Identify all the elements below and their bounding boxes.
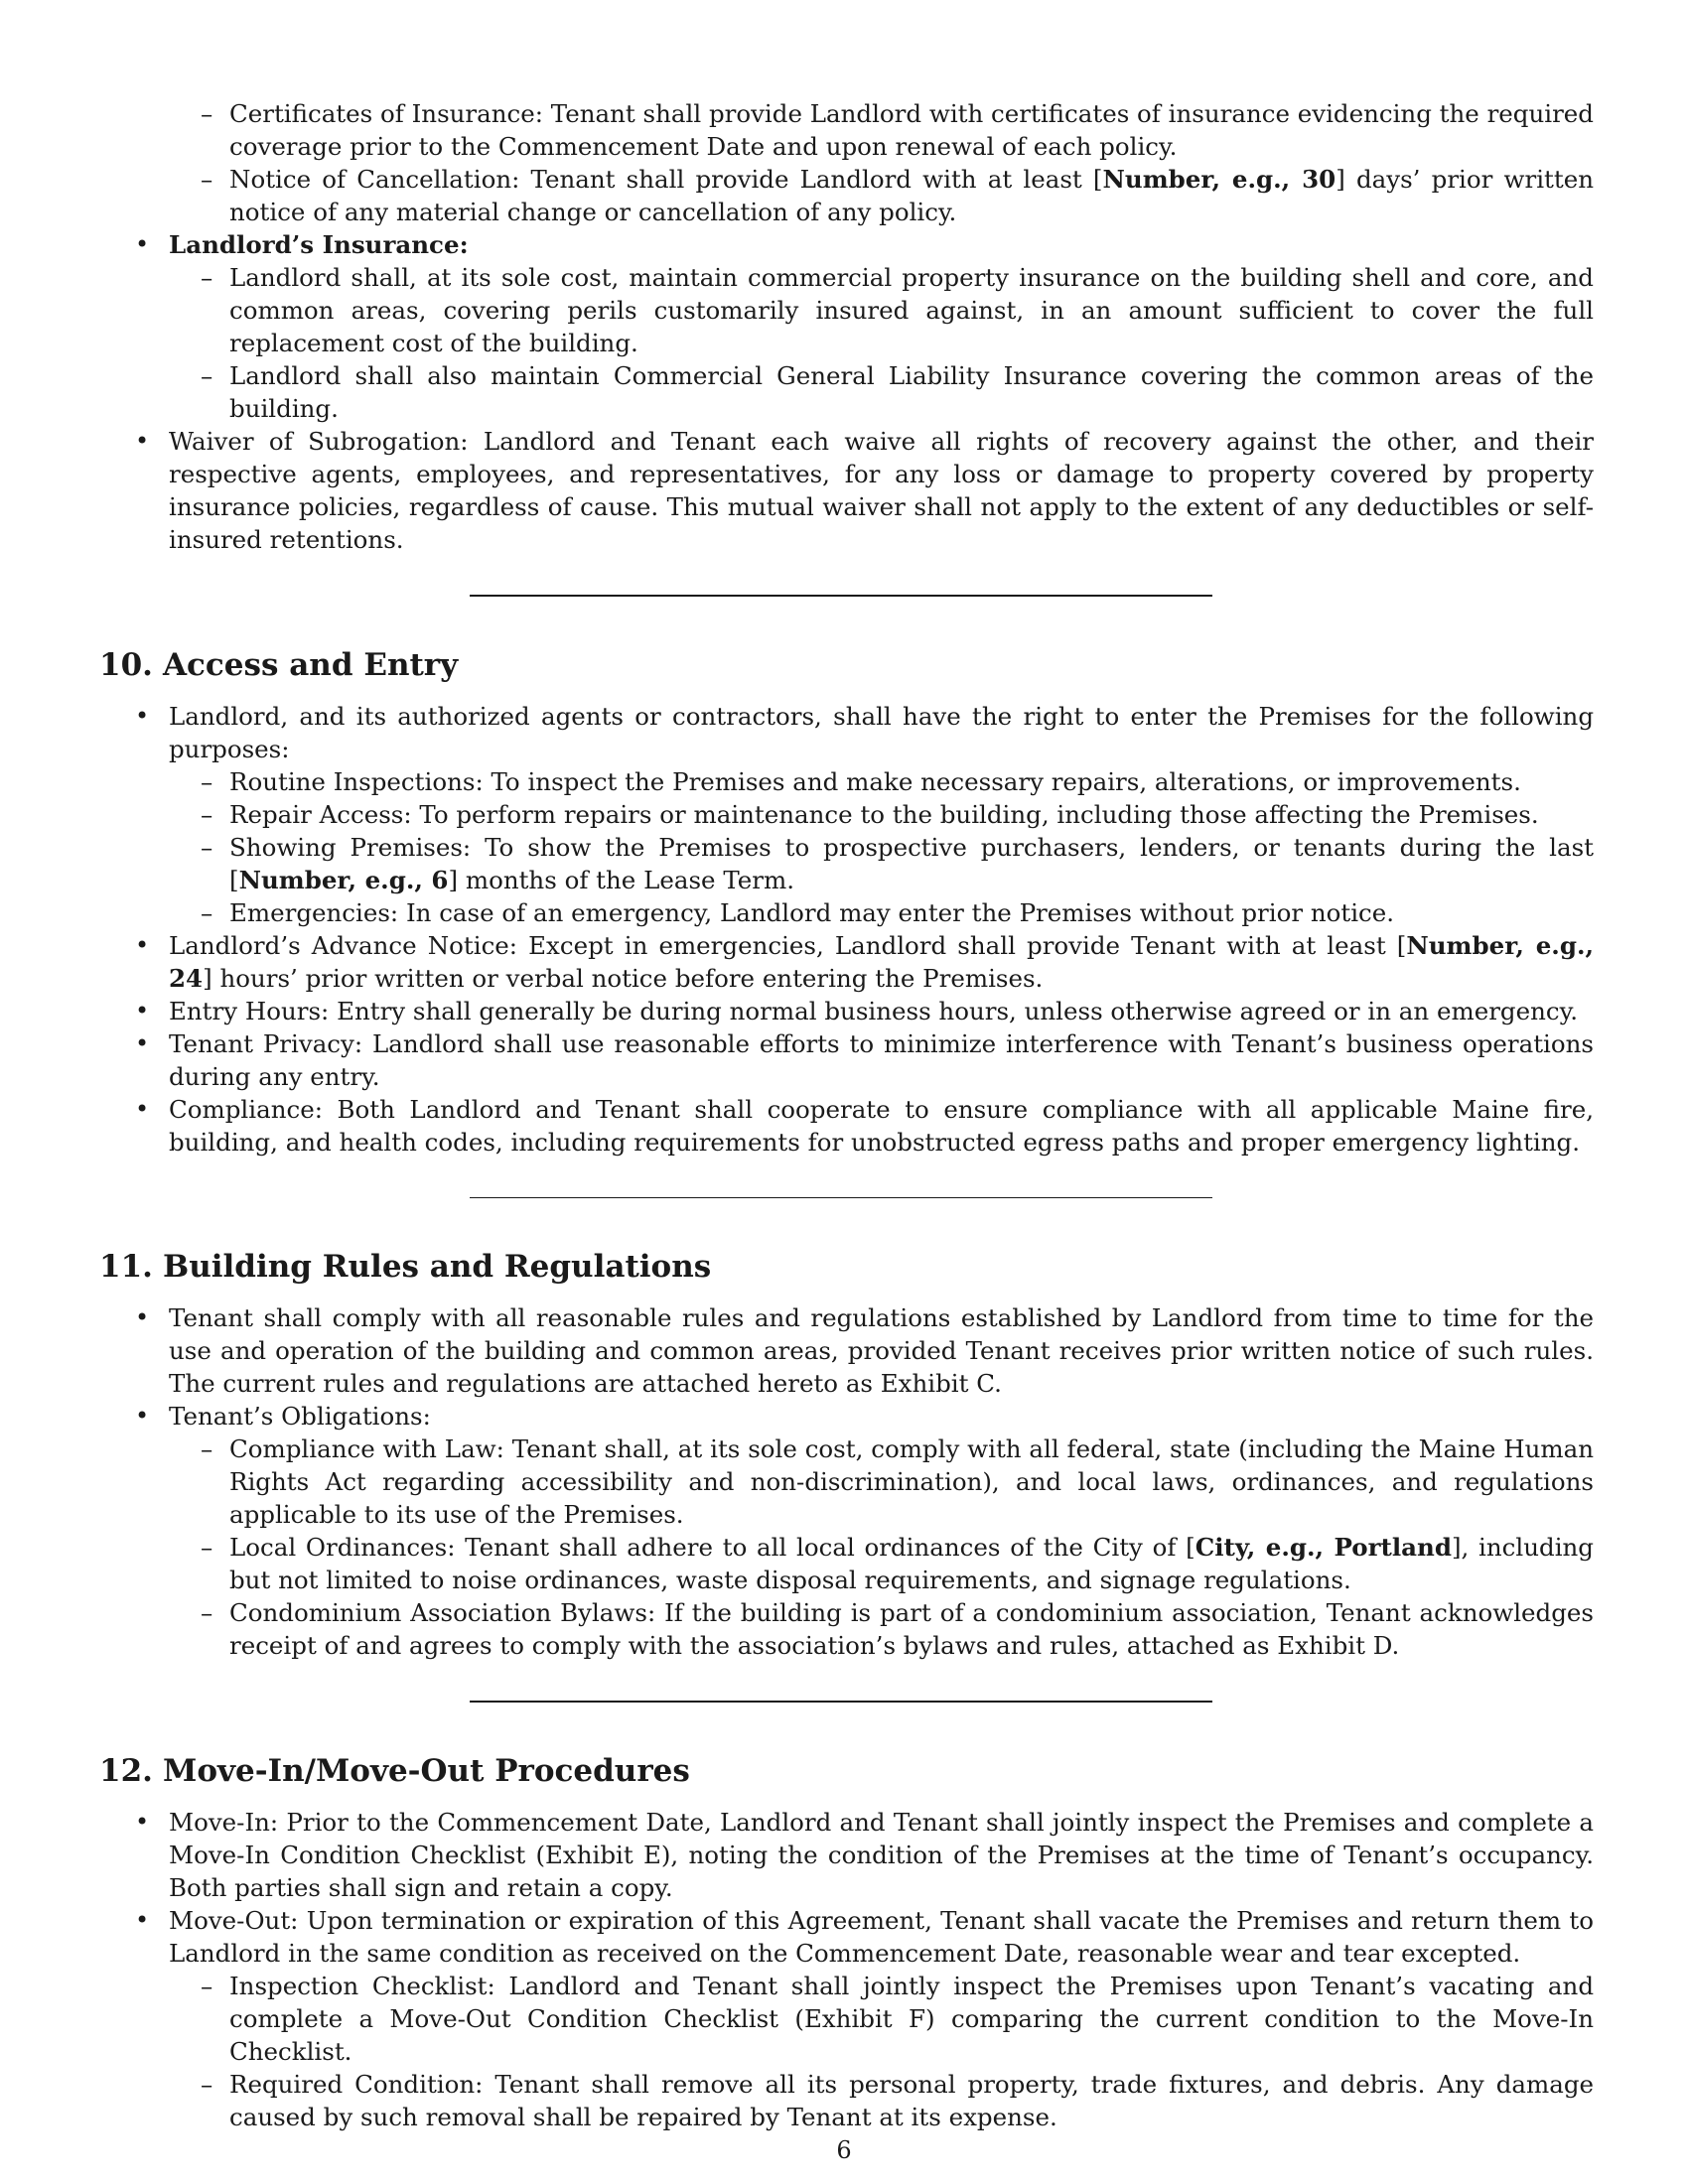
section-number: 10. [99,647,153,683]
access-intro-text: Landlord, and its authorized agents or contractors, shall have the right to enter the Premises for the following purposes: [169,702,1594,763]
section-heading-12 [99,1752,1594,1790]
list-item [99,1806,1594,1904]
list-item [99,1400,1594,1662]
showing-bold: Number, e.g., 6 [238,866,449,894]
section-number: 11. [99,1249,153,1285]
tenant-insurance-sublist [169,97,1594,228]
list-item [169,97,1594,163]
inspection-text: Inspection Checklist: Landlord and Tenant shall jointly inspect the Premises upon Tenant’s vacating and complete a Move-Out Condition Checklist (Exhibit F) comparing the current condition to the Move-In Checklist. [229,1972,1594,2066]
showing-post: ] months of the Lease Term. [448,866,794,894]
list-item [169,1596,1594,1662]
advance-bold: Number, e.g., 24 [169,931,1595,993]
list-item [169,163,1594,228]
access-purposes-sublist [99,765,1594,929]
list-item [99,1904,1594,2133]
advance-pre: Landlord’s Advance Notice: Except in emergencies, Landlord shall provide Tenant with at least [ [169,931,1407,960]
list-item [169,798,1594,831]
section-title: Move-In/Move-Out Procedures [163,1753,690,1789]
obligations-sublist [99,1433,1594,1662]
insurance-continuation [99,97,1594,556]
required-text: Required Condition: Tenant shall remove all its personal property, trade fixtures, and debris. Any damage caused by such removal shall be repaired by Tenant at its expense. [229,2070,1594,2131]
local-pre: Local Ordinances: Tenant shall adhere to all local ordinances of the City of [ [229,1533,1196,1562]
landlord-insurance-sublist [99,261,1594,425]
section-title: Access and Entry [163,647,459,683]
list-item [99,995,1594,1027]
entry-hours-text: Entry Hours: Entry shall generally be during normal business hours, unless otherwise agreed or in an emergency. [169,997,1578,1025]
list-item [169,831,1594,896]
emergencies-text: Emergencies: In case of an emergency, Landlord may enter the Premises without prior notice. [229,898,1395,927]
list-item [99,228,1594,425]
list-item [169,1433,1594,1531]
section-title: Building Rules and Regulations [163,1249,712,1285]
routine-text: Routine Inspections: To inspect the Premises and make necessary repairs, alterations, or improvements. [229,767,1521,796]
list-item [99,425,1594,556]
compliance-text: Compliance: Both Landlord and Tenant shall cooperate to ensure compliance with all applicable Maine fire, building, and health codes, including requirements for unobstructed egress paths and proper emergency lighting. [169,1095,1594,1157]
move-in-text: Move-In: Prior to the Commencement Date, Landlord and Tenant shall jointly inspect the Premises and complete a Move-In Condition Checklist (Exhibit E), noting the condition of the Premises at the time of Tenant’s occupancy. Both parties shall sign and retain a copy. [169,1808,1594,1902]
page-content [99,97,1594,2133]
page-number: 6 [836,2136,852,2164]
cert-insurance-text: Certificates of Insurance: Tenant shall provide Landlord with certificates of insurance evidencing the required coverage prior to the Commencement Date and upon renewal of each policy. [229,99,1594,161]
section-12-list [99,1806,1594,2133]
move-out-sublist [99,1970,1594,2133]
notice-cancel-bold: Number, e.g., 30 [1102,165,1336,194]
section-divider [470,595,1212,597]
list-item [99,1027,1594,1093]
list-item [169,261,1594,359]
waiver-text: Waiver of Subrogation: Landlord and Tenant each waive all rights of recovery against the other, and their respective agents, employees, and representatives, for any loss or damage to property covered by property insurance policies, regardless of cause. This mutual waiver shall not apply to the extent of any deductibles or self-insured retentions. [169,427,1594,554]
section-divider [470,1701,1212,1703]
advance-post: ] hours’ prior written or verbal notice before entering the Premises. [203,964,1044,993]
law-text: Compliance with Law: Tenant shall, at its sole cost, comply with all federal, state (including the Maine Human Rights Act regarding accessibility and non-discrimination), and local laws, ordinances, and regulations applicable to its use of the Premises. [229,1434,1594,1529]
landlord-ins-1-text: Landlord shall, at its sole cost, maintain commercial property insurance on the building shell and core, and common areas, covering perils customarily insured against, in an amount sufficient to cover the full replacement cost of the building. [229,263,1594,357]
section-heading-10 [99,646,1594,684]
insurance-list [99,228,1594,556]
list-item [169,2068,1594,2133]
section-number: 12. [99,1753,153,1789]
move-out-text: Move-Out: Upon termination or expiration of this Agreement, Tenant shall vacate the Premises and return them to Landlord in the same condition as received on the Commencement Date, reasonable wear and tear excepted. [169,1906,1594,1968]
repair-text: Repair Access: To perform repairs or maintenance to the building, including those affecting the Premises. [229,800,1539,829]
list-item [169,1970,1594,2068]
list-item [169,896,1594,929]
list-item [99,929,1594,995]
section-10-list [99,700,1594,1159]
section-heading-11 [99,1248,1594,1286]
landlord-insurance-heading: Landlord’s Insurance: [169,230,469,259]
showing-pre: Showing Premises: To show the Premises to prospective purchasers, lenders, or tenants during the last [ [229,833,1594,894]
landlord-ins-2-text: Landlord shall also maintain Commercial General Liability Insurance covering the common areas of the building. [229,361,1594,423]
notice-cancel-pre: Notice of Cancellation: Tenant shall provide Landlord with at least [ [229,165,1103,194]
section-divider [470,1197,1212,1198]
list-item [169,1531,1594,1596]
local-bold: City, e.g., Portland [1195,1533,1452,1562]
notice-cancel-post: ] days’ prior written notice of any material change or cancellation of any policy. [229,165,1594,226]
obligations-heading: Tenant’s Obligations: [169,1402,431,1431]
list-item [169,359,1594,425]
list-item [99,1093,1594,1159]
list-item [99,1301,1594,1400]
section-11-list [99,1301,1594,1662]
list-item [99,700,1594,929]
condo-text: Condominium Association Bylaws: If the building is part of a condominium association, Tenant acknowledges receipt of and agrees to comply with the association’s bylaws and rules, attached as Exhibit D. [229,1598,1594,1660]
privacy-text: Tenant Privacy: Landlord shall use reasonable efforts to minimize interference with Tenant’s business operations during any entry. [169,1029,1594,1091]
list-item [169,765,1594,798]
rules-text: Tenant shall comply with all reasonable rules and regulations established by Landlord from time to time for the use and operation of the building and common areas, provided Tenant receives prior written notice of such rules. The current rules and regulations are attached hereto as Exhibit C. [169,1303,1594,1398]
local-post: ], including but not limited to noise ordinances, waste disposal requirements, and signage regulations. [229,1533,1594,1594]
